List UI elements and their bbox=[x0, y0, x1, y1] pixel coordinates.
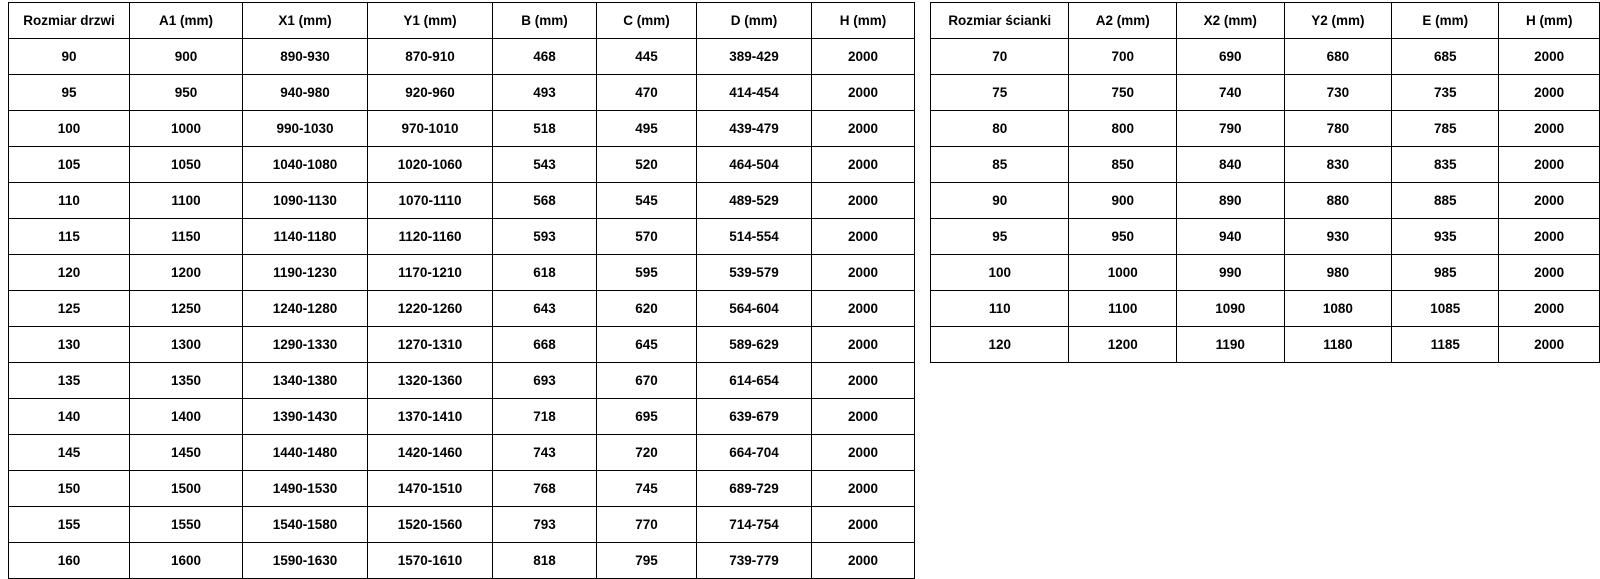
table-cell: 739-779 bbox=[697, 543, 812, 579]
table-row bbox=[931, 75, 1600, 111]
table-cell: 140 bbox=[9, 399, 130, 435]
table-cell: 740 bbox=[1177, 75, 1285, 111]
table-cell: 520 bbox=[597, 147, 697, 183]
table-cell: 900 bbox=[130, 39, 243, 75]
table-cell: 445 bbox=[597, 39, 697, 75]
table-row bbox=[9, 435, 915, 471]
column-header-x1: X1 (mm) bbox=[243, 3, 368, 39]
table-cell: 695 bbox=[597, 399, 697, 435]
table-cell: 2000 bbox=[812, 183, 915, 219]
table-cell: 1400 bbox=[130, 399, 243, 435]
table-cell: 1050 bbox=[130, 147, 243, 183]
table-header-row bbox=[9, 3, 915, 39]
table-cell: 768 bbox=[493, 471, 597, 507]
table-cell: 1170-1210 bbox=[368, 255, 493, 291]
table-cell: 1540-1580 bbox=[243, 507, 368, 543]
table-row bbox=[931, 39, 1600, 75]
table-cell: 800 bbox=[1069, 111, 1177, 147]
column-header-rozmiar-scianki: Rozmiar ścianki bbox=[931, 3, 1069, 39]
table-cell: 539-579 bbox=[697, 255, 812, 291]
table-cell: 1590-1630 bbox=[243, 543, 368, 579]
table-cell: 930 bbox=[1284, 219, 1392, 255]
column-header-c: C (mm) bbox=[597, 3, 697, 39]
table-cell: 2000 bbox=[812, 219, 915, 255]
table-cell: 870-910 bbox=[368, 39, 493, 75]
table-cell: 1200 bbox=[1069, 327, 1177, 363]
doors-dimensions-table bbox=[8, 2, 915, 579]
table-cell: 1520-1560 bbox=[368, 507, 493, 543]
table-cell: 620 bbox=[597, 291, 697, 327]
table-cell: 850 bbox=[1069, 147, 1177, 183]
table-cell: 2000 bbox=[1499, 183, 1600, 219]
table-cell: 2000 bbox=[812, 543, 915, 579]
table-cell: 745 bbox=[597, 471, 697, 507]
column-header-a2: A2 (mm) bbox=[1069, 3, 1177, 39]
table-cell: 1070-1110 bbox=[368, 183, 493, 219]
table-cell: 990-1030 bbox=[243, 111, 368, 147]
table-cell: 2000 bbox=[1499, 111, 1600, 147]
table-cell: 80 bbox=[931, 111, 1069, 147]
table-cell: 150 bbox=[9, 471, 130, 507]
table-cell: 643 bbox=[493, 291, 597, 327]
table-cell: 1100 bbox=[1069, 291, 1177, 327]
table-cell: 1250 bbox=[130, 291, 243, 327]
table-cell: 689-729 bbox=[697, 471, 812, 507]
table-cell: 70 bbox=[931, 39, 1069, 75]
table-cell: 1090 bbox=[1177, 291, 1285, 327]
table-cell: 1180 bbox=[1284, 327, 1392, 363]
table-cell: 1570-1610 bbox=[368, 543, 493, 579]
table-cell: 1000 bbox=[130, 111, 243, 147]
table-cell: 990 bbox=[1177, 255, 1285, 291]
table-row bbox=[931, 291, 1600, 327]
table-cell: 2000 bbox=[812, 363, 915, 399]
table-cell: 2000 bbox=[1499, 219, 1600, 255]
table-row bbox=[9, 39, 915, 75]
table-cell: 940 bbox=[1177, 219, 1285, 255]
table-row bbox=[931, 147, 1600, 183]
table-cell: 693 bbox=[493, 363, 597, 399]
table-cell: 1100 bbox=[130, 183, 243, 219]
table-cell: 1300 bbox=[130, 327, 243, 363]
table-cell: 1190 bbox=[1177, 327, 1285, 363]
table-cell: 564-604 bbox=[697, 291, 812, 327]
table-cell: 639-679 bbox=[697, 399, 812, 435]
table-cell: 2000 bbox=[1499, 255, 1600, 291]
table-cell: 670 bbox=[597, 363, 697, 399]
table-cell: 414-454 bbox=[697, 75, 812, 111]
table-cell: 2000 bbox=[812, 75, 915, 111]
table-cell: 1040-1080 bbox=[243, 147, 368, 183]
table-cell: 720 bbox=[597, 435, 697, 471]
table-cell: 160 bbox=[9, 543, 130, 579]
table-cell: 570 bbox=[597, 219, 697, 255]
table-cell: 985 bbox=[1392, 255, 1499, 291]
table-cell: 2000 bbox=[812, 399, 915, 435]
table-cell: 115 bbox=[9, 219, 130, 255]
table-cell: 495 bbox=[597, 111, 697, 147]
table-cell: 2000 bbox=[812, 471, 915, 507]
table-row bbox=[9, 291, 915, 327]
table-cell: 2000 bbox=[812, 327, 915, 363]
table-cell: 1600 bbox=[130, 543, 243, 579]
table-cell: 470 bbox=[597, 75, 697, 111]
table-cell: 1290-1330 bbox=[243, 327, 368, 363]
table-cell: 543 bbox=[493, 147, 597, 183]
table-cell: 770 bbox=[597, 507, 697, 543]
table-cell: 1550 bbox=[130, 507, 243, 543]
table-cell: 130 bbox=[9, 327, 130, 363]
table-cell: 110 bbox=[9, 183, 130, 219]
walls-dimensions-table-container bbox=[930, 2, 1600, 363]
table-cell: 935 bbox=[1392, 219, 1499, 255]
table-cell: 464-504 bbox=[697, 147, 812, 183]
table-cell: 950 bbox=[130, 75, 243, 111]
column-header-b: B (mm) bbox=[493, 3, 597, 39]
table-row bbox=[9, 507, 915, 543]
table-row bbox=[9, 183, 915, 219]
table-cell: 980 bbox=[1284, 255, 1392, 291]
table-cell: 1220-1260 bbox=[368, 291, 493, 327]
table-row bbox=[931, 255, 1600, 291]
table-cell: 690 bbox=[1177, 39, 1285, 75]
table-cell: 818 bbox=[493, 543, 597, 579]
column-header-d: D (mm) bbox=[697, 3, 812, 39]
table-row bbox=[9, 363, 915, 399]
table-cell: 890-930 bbox=[243, 39, 368, 75]
table-cell: 100 bbox=[9, 111, 130, 147]
table-cell: 2000 bbox=[1499, 75, 1600, 111]
table-cell: 1240-1280 bbox=[243, 291, 368, 327]
table-cell: 514-554 bbox=[697, 219, 812, 255]
table-cell: 830 bbox=[1284, 147, 1392, 183]
table-cell: 2000 bbox=[1499, 39, 1600, 75]
column-header-a1: A1 (mm) bbox=[130, 3, 243, 39]
table-cell: 85 bbox=[931, 147, 1069, 183]
table-row bbox=[931, 327, 1600, 363]
table-cell: 110 bbox=[931, 291, 1069, 327]
table-cell: 743 bbox=[493, 435, 597, 471]
table-cell: 714-754 bbox=[697, 507, 812, 543]
table-row bbox=[9, 147, 915, 183]
table-cell: 545 bbox=[597, 183, 697, 219]
table-cell: 1370-1410 bbox=[368, 399, 493, 435]
table-cell: 1440-1480 bbox=[243, 435, 368, 471]
table-cell: 568 bbox=[493, 183, 597, 219]
table-cell: 680 bbox=[1284, 39, 1392, 75]
table-cell: 2000 bbox=[812, 147, 915, 183]
table-row bbox=[9, 255, 915, 291]
table-cell: 840 bbox=[1177, 147, 1285, 183]
table-cell: 518 bbox=[493, 111, 597, 147]
table-row bbox=[931, 219, 1600, 255]
table-cell: 790 bbox=[1177, 111, 1285, 147]
table-cell: 793 bbox=[493, 507, 597, 543]
table-cell: 2000 bbox=[1499, 147, 1600, 183]
table-cell: 2000 bbox=[812, 39, 915, 75]
column-header-e: E (mm) bbox=[1392, 3, 1499, 39]
table-cell: 95 bbox=[9, 75, 130, 111]
table-cell: 2000 bbox=[812, 255, 915, 291]
table-cell: 1320-1360 bbox=[368, 363, 493, 399]
table-cell: 145 bbox=[9, 435, 130, 471]
table-cell: 1020-1060 bbox=[368, 147, 493, 183]
table-cell: 700 bbox=[1069, 39, 1177, 75]
column-header-rozmiar-drzwi: Rozmiar drzwi bbox=[9, 3, 130, 39]
table-cell: 1340-1380 bbox=[243, 363, 368, 399]
table-row bbox=[931, 183, 1600, 219]
table-cell: 1270-1310 bbox=[368, 327, 493, 363]
table-cell: 940-980 bbox=[243, 75, 368, 111]
column-header-h: H (mm) bbox=[812, 3, 915, 39]
table-cell: 100 bbox=[931, 255, 1069, 291]
table-cell: 614-654 bbox=[697, 363, 812, 399]
doors-dimensions-table-container bbox=[8, 2, 915, 579]
table-row bbox=[9, 327, 915, 363]
table-cell: 685 bbox=[1392, 39, 1499, 75]
table-cell: 970-1010 bbox=[368, 111, 493, 147]
table-cell: 90 bbox=[9, 39, 130, 75]
table-cell: 1190-1230 bbox=[243, 255, 368, 291]
table-cell: 1200 bbox=[130, 255, 243, 291]
table-cell: 95 bbox=[931, 219, 1069, 255]
walls-dimensions-table bbox=[930, 2, 1600, 363]
table-cell: 120 bbox=[931, 327, 1069, 363]
table-row bbox=[9, 543, 915, 579]
table-cell: 90 bbox=[931, 183, 1069, 219]
table-cell: 468 bbox=[493, 39, 597, 75]
table-cell: 1350 bbox=[130, 363, 243, 399]
table-cell: 2000 bbox=[812, 435, 915, 471]
table-cell: 105 bbox=[9, 147, 130, 183]
column-header-y2: Y2 (mm) bbox=[1284, 3, 1392, 39]
table-row bbox=[9, 399, 915, 435]
table-cell: 1390-1430 bbox=[243, 399, 368, 435]
table-cell: 645 bbox=[597, 327, 697, 363]
table-cell: 2000 bbox=[812, 507, 915, 543]
table-cell: 595 bbox=[597, 255, 697, 291]
table-cell: 493 bbox=[493, 75, 597, 111]
table-cell: 1470-1510 bbox=[368, 471, 493, 507]
table-cell: 439-479 bbox=[697, 111, 812, 147]
table-cell: 1090-1130 bbox=[243, 183, 368, 219]
table-header-row bbox=[931, 3, 1600, 39]
table-row bbox=[9, 111, 915, 147]
table-cell: 2000 bbox=[1499, 327, 1600, 363]
table-cell: 718 bbox=[493, 399, 597, 435]
table-cell: 593 bbox=[493, 219, 597, 255]
table-cell: 75 bbox=[931, 75, 1069, 111]
table-cell: 668 bbox=[493, 327, 597, 363]
table-cell: 664-704 bbox=[697, 435, 812, 471]
table-cell: 2000 bbox=[812, 291, 915, 327]
table-row bbox=[931, 111, 1600, 147]
table-cell: 750 bbox=[1069, 75, 1177, 111]
table-cell: 1140-1180 bbox=[243, 219, 368, 255]
table-cell: 1185 bbox=[1392, 327, 1499, 363]
table-cell: 920-960 bbox=[368, 75, 493, 111]
table-row bbox=[9, 75, 915, 111]
table-cell: 885 bbox=[1392, 183, 1499, 219]
table-cell: 155 bbox=[9, 507, 130, 543]
table-cell: 1420-1460 bbox=[368, 435, 493, 471]
column-header-x2: X2 (mm) bbox=[1177, 3, 1285, 39]
table-cell: 389-429 bbox=[697, 39, 812, 75]
table-cell: 1500 bbox=[130, 471, 243, 507]
table-cell: 1120-1160 bbox=[368, 219, 493, 255]
table-cell: 135 bbox=[9, 363, 130, 399]
table-cell: 1150 bbox=[130, 219, 243, 255]
table-row bbox=[9, 471, 915, 507]
table-cell: 1000 bbox=[1069, 255, 1177, 291]
column-header-y1: Y1 (mm) bbox=[368, 3, 493, 39]
table-cell: 589-629 bbox=[697, 327, 812, 363]
table-cell: 835 bbox=[1392, 147, 1499, 183]
table-cell: 795 bbox=[597, 543, 697, 579]
table-cell: 950 bbox=[1069, 219, 1177, 255]
table-row bbox=[9, 219, 915, 255]
table-cell: 489-529 bbox=[697, 183, 812, 219]
table-cell: 880 bbox=[1284, 183, 1392, 219]
table-cell: 1450 bbox=[130, 435, 243, 471]
table-cell: 125 bbox=[9, 291, 130, 327]
table-cell: 780 bbox=[1284, 111, 1392, 147]
column-header-h: H (mm) bbox=[1499, 3, 1600, 39]
table-cell: 735 bbox=[1392, 75, 1499, 111]
table-cell: 2000 bbox=[812, 111, 915, 147]
table-cell: 890 bbox=[1177, 183, 1285, 219]
table-cell: 120 bbox=[9, 255, 130, 291]
table-cell: 1490-1530 bbox=[243, 471, 368, 507]
table-cell: 1085 bbox=[1392, 291, 1499, 327]
table-cell: 785 bbox=[1392, 111, 1499, 147]
table-cell: 730 bbox=[1284, 75, 1392, 111]
table-cell: 618 bbox=[493, 255, 597, 291]
table-cell: 900 bbox=[1069, 183, 1177, 219]
table-cell: 2000 bbox=[1499, 291, 1600, 327]
table-cell: 1080 bbox=[1284, 291, 1392, 327]
